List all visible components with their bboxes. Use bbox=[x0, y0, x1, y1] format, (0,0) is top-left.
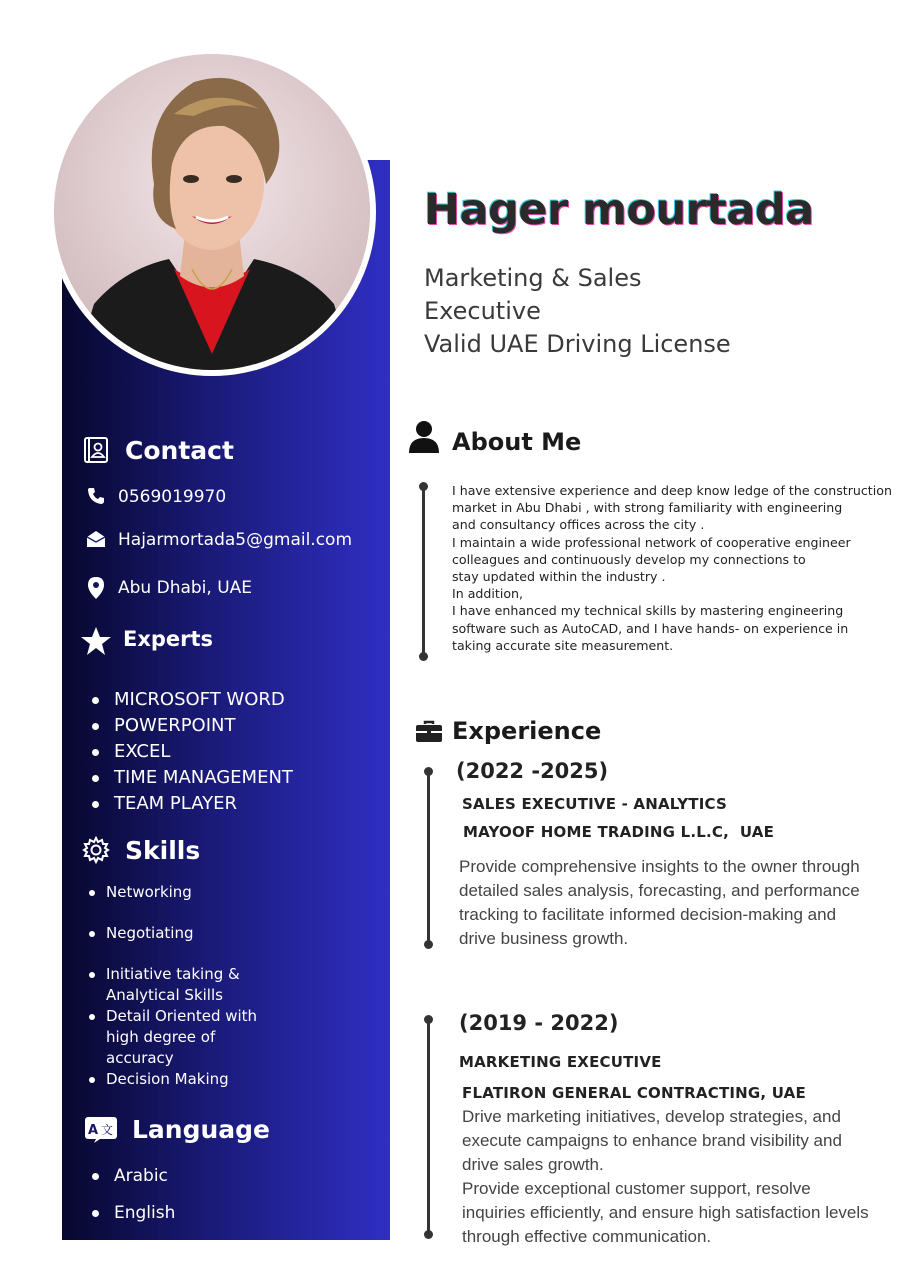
job-description bbox=[462, 1105, 898, 1249]
mail-icon bbox=[86, 530, 106, 552]
job-years: (2022 -2025) bbox=[456, 759, 609, 783]
contact-book-icon bbox=[82, 436, 110, 468]
timeline-line bbox=[422, 486, 425, 656]
contact-phone[interactable]: 0569019970 bbox=[118, 487, 227, 507]
list-item: TIME MANAGEMENT bbox=[88, 765, 293, 791]
briefcase-icon bbox=[415, 720, 443, 748]
about-heading: About Me bbox=[452, 428, 582, 456]
headline-line: Executive bbox=[424, 297, 541, 325]
experience-heading: Experience bbox=[452, 717, 602, 745]
person-icon bbox=[408, 420, 440, 458]
desc-line: through effective communication. bbox=[462, 1227, 712, 1246]
headline bbox=[424, 262, 731, 361]
desc-line: inquiries efficiently, and ensure high satisfaction levels bbox=[462, 1203, 869, 1222]
about-line: In addition, bbox=[452, 586, 524, 602]
phone-icon bbox=[86, 486, 106, 510]
headline-line: Valid UAE Driving License bbox=[424, 330, 731, 358]
contact-location: Abu Dhabi, UAE bbox=[118, 578, 253, 598]
list-item: Decision Making bbox=[86, 1069, 276, 1090]
about-line: stay updated within the industry . bbox=[452, 569, 666, 585]
about-line: I maintain a wide professional network of cooperative engineer bbox=[452, 534, 851, 550]
timeline-line bbox=[427, 1019, 430, 1233]
job-company: FLATIRON GENERAL CONTRACTING, UAE bbox=[462, 1084, 806, 1102]
about-line: taking accurate site measurement. bbox=[452, 637, 674, 653]
list-item: TEAM PLAYER bbox=[88, 791, 293, 817]
desc-line: Provide comprehensive insights to the owner through bbox=[459, 857, 860, 876]
language-heading: Language bbox=[132, 1115, 271, 1144]
translate-icon bbox=[84, 1116, 118, 1148]
list-item: EXCEL bbox=[88, 739, 293, 765]
list-item: Initiative taking & Analytical Skills bbox=[86, 964, 256, 1006]
desc-line: execute campaigns to enhance brand visibility and bbox=[462, 1131, 842, 1150]
about-line: I have extensive experience and deep know ledge of the construction bbox=[452, 483, 892, 498]
timeline-dot bbox=[419, 652, 428, 661]
skills-heading: Skills bbox=[125, 836, 201, 865]
timeline-line bbox=[427, 771, 430, 945]
skills-list bbox=[86, 882, 276, 1090]
job-company: MAYOOF HOME TRADING L.L.C, UAE bbox=[463, 823, 775, 841]
desc-line: drive sales growth. bbox=[462, 1155, 604, 1174]
about-line: software such as AutoCAD, and I have hands- on experience in bbox=[452, 620, 849, 636]
svg-text:A: A bbox=[88, 1123, 99, 1138]
about-line: I have enhanced my technical skills by mastering engineering bbox=[452, 603, 844, 619]
list-item: Arabic bbox=[88, 1163, 175, 1189]
desc-line: Provide exceptional customer support, resolve bbox=[462, 1179, 811, 1198]
list-item: English bbox=[88, 1200, 175, 1226]
about-line: market in Abu Dhabi , with strong familiarity with engineering bbox=[452, 500, 843, 516]
svg-text:文: 文 bbox=[101, 1123, 114, 1137]
contact-email[interactable]: Hajarmortada5@gmail.com bbox=[118, 530, 353, 550]
list-item: Negotiating bbox=[86, 923, 276, 944]
about-line: colleagues and continuously develop my connections to bbox=[452, 551, 806, 567]
gear-icon bbox=[82, 836, 110, 868]
timeline-dot bbox=[424, 1230, 433, 1239]
location-pin-icon bbox=[87, 576, 105, 604]
desc-line: detailed sales analysis, forecasting, and performance bbox=[459, 881, 860, 900]
headline-line: Marketing & Sales bbox=[424, 264, 642, 292]
job-role: MARKETING EXECUTIVE bbox=[459, 1053, 662, 1071]
about-line: and consultancy offices across the city . bbox=[452, 517, 705, 533]
experts-heading: Experts bbox=[123, 627, 214, 651]
job-description bbox=[459, 855, 889, 951]
timeline-dot bbox=[424, 940, 433, 949]
language-list bbox=[88, 1163, 175, 1226]
list-item: Detail Oriented with high degree of accuracy bbox=[86, 1006, 266, 1069]
desc-line: tracking to facilitate informed decision-making and bbox=[459, 905, 837, 924]
desc-line: Drive marketing initiatives, develop strategies, and bbox=[462, 1107, 841, 1126]
person-name: Hager mourtada bbox=[424, 185, 814, 235]
desc-line: drive business growth. bbox=[459, 929, 629, 948]
list-item: MICROSOFT WORD bbox=[88, 687, 293, 713]
contact-heading: Contact bbox=[125, 436, 234, 465]
job-role: SALES EXECUTIVE - ANALYTICS bbox=[462, 795, 727, 813]
experts-list bbox=[88, 687, 293, 817]
star-icon bbox=[80, 626, 112, 660]
list-item: POWERPOINT bbox=[88, 713, 293, 739]
about-text bbox=[452, 482, 902, 654]
list-item: Networking bbox=[86, 882, 276, 903]
profile-photo bbox=[54, 54, 370, 370]
job-years: (2019 - 2022) bbox=[459, 1011, 619, 1035]
